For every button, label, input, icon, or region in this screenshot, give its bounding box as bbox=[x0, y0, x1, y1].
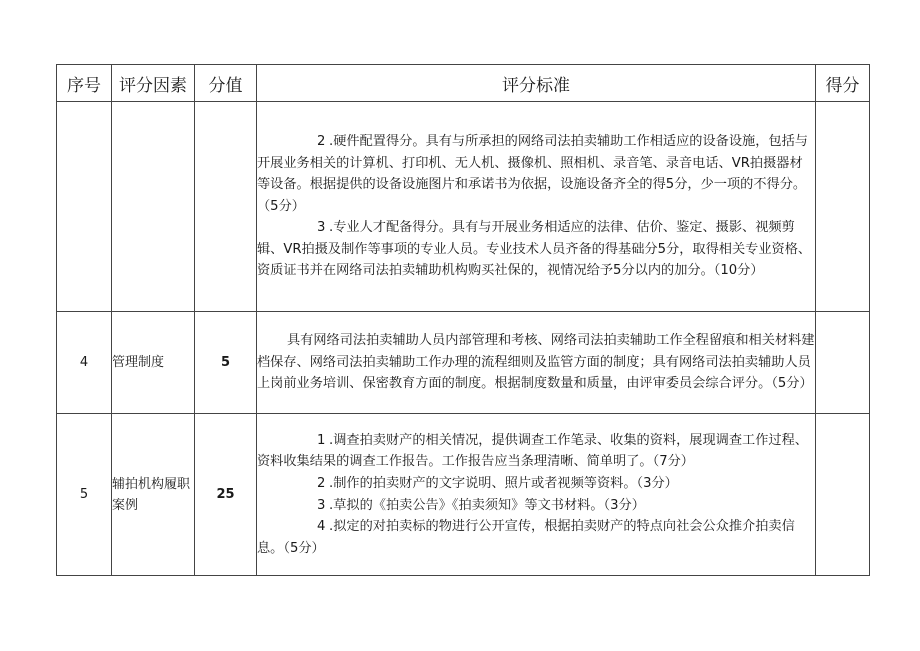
criteria-text: .调查拍卖财产的相关情况，提供调查工作笔录、收集的资料，展现调查工作过程、资料收集结果的调查工作报告。工作报告应当条理清晰、简单明了。（7分） bbox=[257, 432, 808, 470]
row-got bbox=[816, 102, 870, 312]
row-got bbox=[816, 312, 870, 414]
criteria-paragraph bbox=[257, 473, 815, 495]
scoring-table bbox=[56, 64, 870, 576]
criteria-paragraph bbox=[257, 131, 815, 217]
row-criteria bbox=[257, 312, 816, 414]
table-row bbox=[57, 414, 870, 576]
row-number bbox=[57, 102, 112, 312]
table-row bbox=[57, 312, 870, 414]
criteria-text: 具有网络司法拍卖辅助人员内部管理和考核、网络司法拍卖辅助工作全程留痕和相关材料建档保存、网络司法拍卖辅助工作办理的流程细则及监管方面的制度；具有网络司法拍卖辅助人员上岗前业务培训、保密教育方面的制度。根据制度数量和质量，由评审委员会综合评分。（5分） bbox=[257, 333, 815, 392]
header-row bbox=[57, 65, 870, 102]
criteria-paragraph bbox=[257, 516, 815, 559]
row-factor bbox=[112, 102, 195, 312]
row-got bbox=[816, 414, 870, 576]
criteria-paragraph bbox=[257, 495, 815, 517]
row-factor: 辅拍机构履职案例 bbox=[112, 414, 195, 576]
row-factor: 管理制度 bbox=[112, 312, 195, 414]
row-number: 4 bbox=[57, 312, 112, 414]
header-no: 序号 bbox=[57, 65, 112, 102]
row-score bbox=[195, 102, 257, 312]
criteria-text: .草拟的《拍卖公告》《拍卖须知》等文书材料。（3分） bbox=[329, 497, 645, 513]
row-criteria bbox=[257, 414, 816, 576]
row-criteria bbox=[257, 102, 816, 312]
criteria-paragraph bbox=[257, 217, 815, 282]
row-number: 5 bbox=[57, 414, 112, 576]
row-score: 5 bbox=[195, 312, 257, 414]
header-score: 分值 bbox=[195, 65, 257, 102]
row-score: 25 bbox=[195, 414, 257, 576]
header-criteria: 评分标准 bbox=[257, 65, 816, 102]
criteria-text: .专业人才配备得分。具有与开展业务相适应的法律、估价、鉴定、摄影、视频剪辑、VR拍摄及制作等事项的专业人员。专业技术人员齐备的得基础分5分，取得相关专业资格、资质证书并在网络司法拍卖辅助机构购买社保的，视情况给予5分以内的加分。（10分） bbox=[257, 220, 812, 279]
criteria-paragraph bbox=[257, 430, 815, 473]
table-row bbox=[57, 102, 870, 312]
criteria-text: .制作的拍卖财产的文字说明、照片或者视频等资料。（3分） bbox=[329, 475, 678, 491]
header-got: 得分 bbox=[816, 65, 870, 102]
criteria-paragraph bbox=[257, 330, 815, 395]
header-factor: 评分因素 bbox=[112, 65, 195, 102]
criteria-text: .硬件配置得分。具有与所承担的网络司法拍卖辅助工作相适应的设备设施，包括与开展业务相关的计算机、打印机、无人机、摄像机、照相机、录音笔、录音电话、VR拍摄器材等设备。根据提供的设备设施图片和承诺书为依据，设施设备齐全的得5分，少一项的不得分。（5分） bbox=[257, 133, 808, 214]
criteria-text: .拟定的对拍卖标的物进行公开宣传，根据拍卖财产的特点向社会公众推介拍卖信息。（5分） bbox=[257, 519, 795, 556]
